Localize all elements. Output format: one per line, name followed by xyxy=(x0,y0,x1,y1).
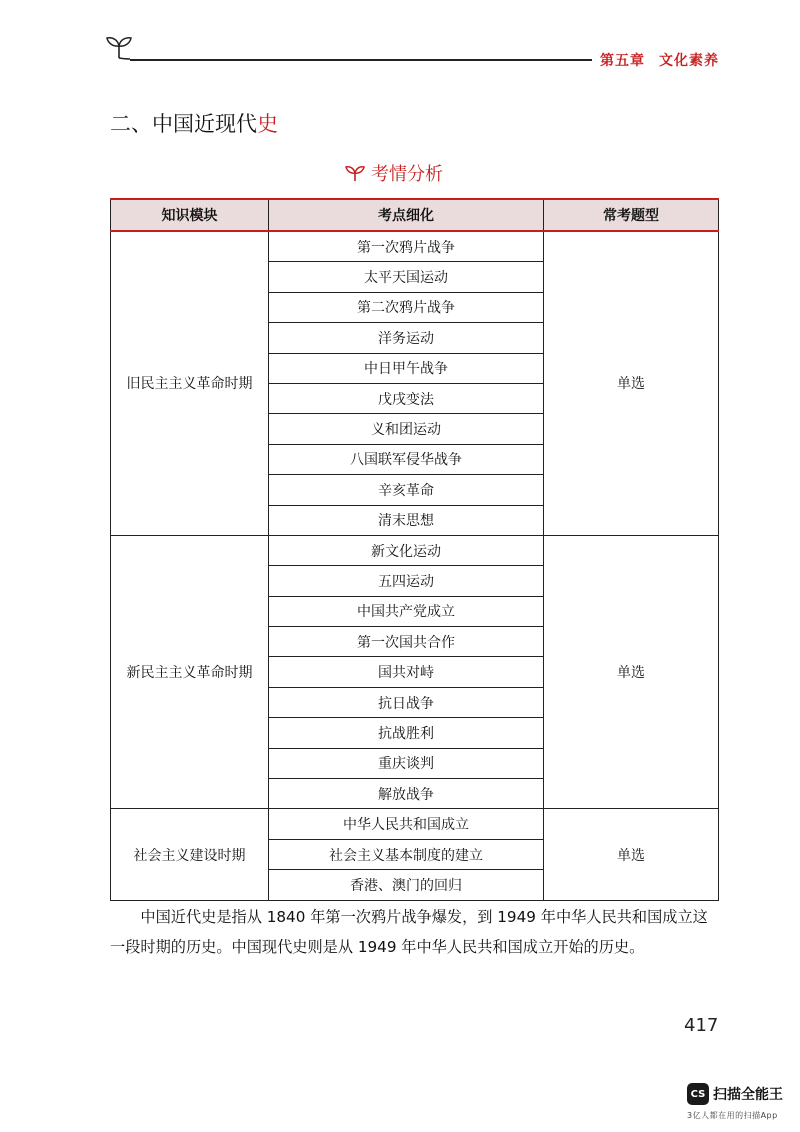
sprout-icon xyxy=(104,34,134,60)
point-cell: 八国联军侵华战争 xyxy=(269,444,544,474)
section-title-prefix: 二、 xyxy=(110,112,152,136)
table-row xyxy=(111,809,719,839)
point-cell: 新文化运动 xyxy=(269,535,544,565)
point-cell: 香港、澳门的回归 xyxy=(269,870,544,900)
header-type: 常考题型 xyxy=(544,199,719,231)
header-module: 知识模块 xyxy=(111,199,269,231)
point-cell: 国共对峙 xyxy=(269,657,544,687)
table-row xyxy=(111,231,719,262)
chapter-title: 文化素养 xyxy=(659,53,719,69)
module-cell: 社会主义建设时期 xyxy=(111,809,269,900)
question-type-cell: 单选 xyxy=(544,809,719,900)
point-cell: 解放战争 xyxy=(269,779,544,809)
point-cell: 义和团运动 xyxy=(269,414,544,444)
table-header-row xyxy=(111,199,719,231)
knowledge-table xyxy=(110,198,719,901)
module-cell: 新民主主义革命时期 xyxy=(111,535,269,809)
question-type-cell: 单选 xyxy=(544,535,719,809)
camscanner-name: 扫描全能王 xyxy=(713,1087,783,1103)
point-cell: 第一次鸦片战争 xyxy=(269,231,544,262)
point-cell: 洋务运动 xyxy=(269,323,544,353)
summary-paragraph: 中国近代史是指从 1840 年第一次鸦片战争爆发，到 1949 年中华人民共和国成立这一段时期的历史。中国现代史则是从 1949 年中华人民共和国成立开始的历史。 xyxy=(110,908,708,956)
point-cell: 辛亥革命 xyxy=(269,475,544,505)
camscanner-logo: CS xyxy=(687,1083,709,1105)
header-divider xyxy=(130,59,592,61)
section-title-suffix: 史 xyxy=(257,112,278,136)
point-cell: 五四运动 xyxy=(269,566,544,596)
analysis-title: 考情分析 xyxy=(371,164,443,185)
module-cell: 旧民主主义革命时期 xyxy=(111,231,269,535)
point-cell: 抗日战争 xyxy=(269,687,544,717)
point-cell: 重庆谈判 xyxy=(269,748,544,778)
chapter-number: 第五章 xyxy=(600,53,645,69)
point-cell: 戊戌变法 xyxy=(269,383,544,413)
point-cell: 中日甲午战争 xyxy=(269,353,544,383)
chapter-label xyxy=(600,50,719,70)
question-type-cell: 单选 xyxy=(544,231,719,535)
point-cell: 社会主义基本制度的建立 xyxy=(269,839,544,869)
analysis-heading xyxy=(345,160,443,186)
point-cell: 中华人民共和国成立 xyxy=(269,809,544,839)
point-cell: 中国共产党成立 xyxy=(269,596,544,626)
section-title-main: 中国近现代 xyxy=(152,112,257,136)
point-cell: 第二次鸦片战争 xyxy=(269,292,544,322)
point-cell: 清末思想 xyxy=(269,505,544,535)
point-cell: 太平天国运动 xyxy=(269,262,544,292)
sprout-red-icon xyxy=(345,164,365,182)
page-number: 417 xyxy=(684,1015,719,1036)
table-row xyxy=(111,535,719,565)
camscanner-slogan: 3亿人都在用的扫描App xyxy=(687,1111,778,1120)
header-points: 考点细化 xyxy=(269,199,544,231)
section-title xyxy=(110,108,278,138)
point-cell: 抗战胜利 xyxy=(269,718,544,748)
point-cell: 第一次国共合作 xyxy=(269,627,544,657)
